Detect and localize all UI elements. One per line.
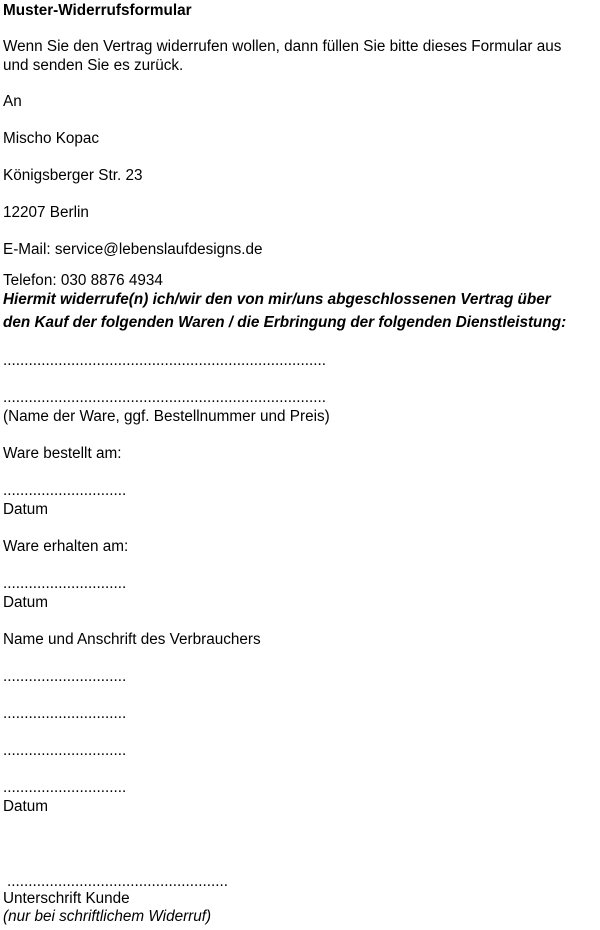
form-title: Muster-Widerrufsformular (3, 2, 192, 19)
recipient-phone: Telefon: 030 8876 4934 (3, 272, 163, 289)
signature-line: .................................................... (7, 873, 228, 890)
recipient-label: An (3, 93, 22, 110)
ordered-label: Ware bestellt am: (3, 445, 122, 462)
intro-text-line-1: Wenn Sie den Vertrag widerrufen wollen, dann füllen Sie bitte dieses Formular aus (3, 38, 562, 55)
ordered-date-label: Datum (3, 501, 49, 518)
consumer-date-label: Datum (3, 798, 49, 815)
received-date-label: Datum (3, 594, 49, 611)
recipient-street: Königsberger Str. 23 (3, 167, 143, 184)
ordered-date-line: ............................. (3, 482, 127, 499)
signature-note: (nur bei schriftlichem Widerruf) (3, 908, 212, 925)
goods-entry-line-2: ............................................................................ (3, 389, 326, 406)
intro-text-line-2: und senden Sie es zurück. (3, 57, 184, 74)
goods-entry-line-1: ............................................................................ (3, 352, 326, 369)
consumer-entry-line-3: ............................. (3, 742, 127, 759)
recipient-name: Mischo Kopac (3, 130, 100, 147)
consumer-entry-line-1: ............................. (3, 668, 127, 685)
declaration-line-1: Hiermit widerrufe(n) ich/wir den von mir/uns abgeschlossenen Vertrag über (3, 291, 551, 308)
received-date-line: ............................. (3, 575, 127, 592)
recipient-city: 12207 Berlin (3, 204, 89, 221)
consumer-label: Name und Anschrift des Verbrauchers (3, 631, 261, 648)
signature-label: Unterschrift Kunde (3, 890, 130, 907)
received-label: Ware erhalten am: (3, 538, 129, 555)
consumer-entry-line-4: ............................. (3, 779, 127, 796)
recipient-email: E-Mail: service@lebenslaufdesigns.de (3, 241, 263, 258)
consumer-entry-line-2: ............................. (3, 705, 127, 722)
goods-caption: (Name der Ware, ggf. Bestellnummer und Preis) (3, 408, 330, 425)
declaration-line-2: den Kauf der folgenden Waren / die Erbringung der folgenden Dienstleistung: (3, 314, 567, 331)
